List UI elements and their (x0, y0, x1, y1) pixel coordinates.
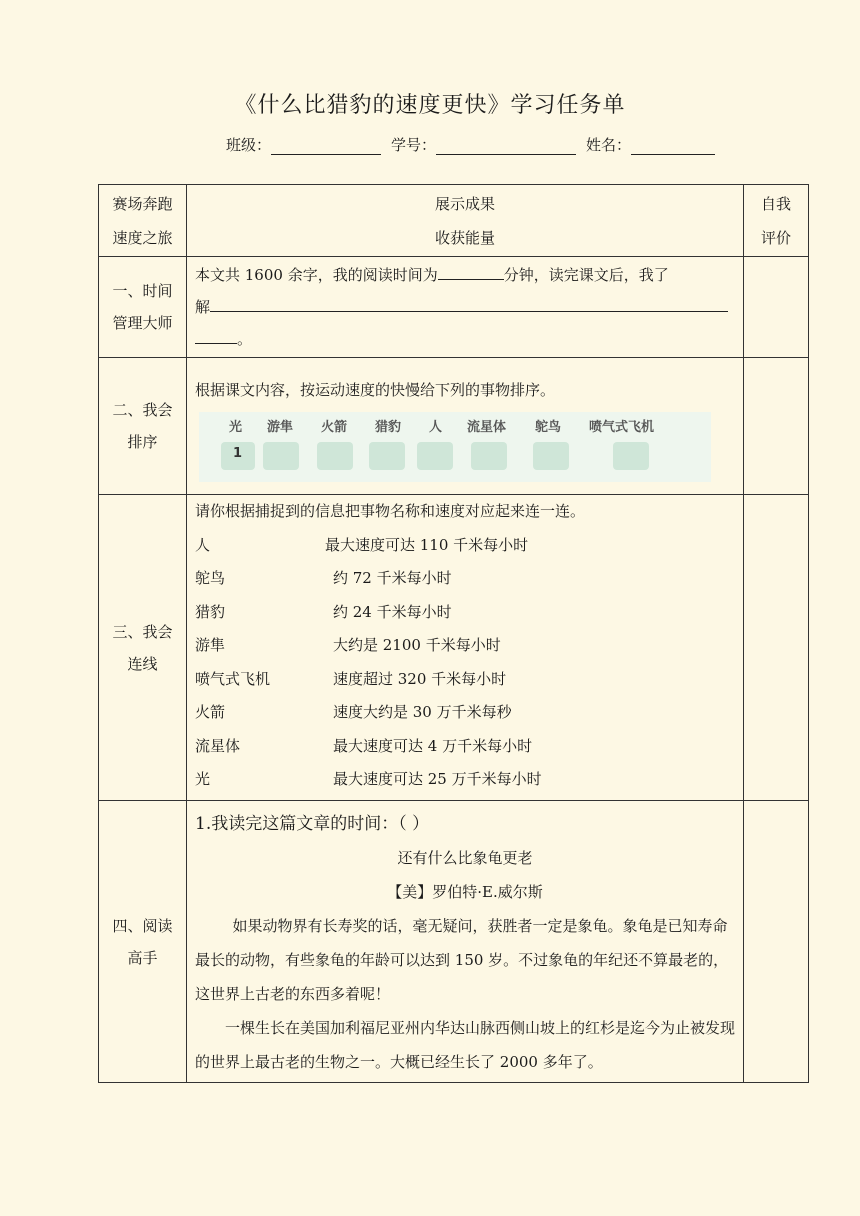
id-label: 学号： (391, 136, 437, 154)
sort-item: 鸵鸟 (535, 420, 562, 435)
sort-answer-box[interactable] (263, 442, 299, 470)
page-title: 《什么比猎豹的速度更快》学习任务单 (234, 93, 626, 118)
self-eval-cell[interactable] (744, 257, 809, 358)
article-title: 还有什么比象龟更老 (397, 849, 533, 867)
header-cell-self-eval: 自我 评价 (744, 185, 809, 257)
self-eval-cell[interactable] (744, 358, 809, 495)
header-cell-results: 展示成果 收获能量 (187, 185, 744, 257)
sort-answer-box[interactable] (533, 442, 569, 470)
table-header-row (99, 185, 809, 257)
row-content-time: 本文共 1600 余字，我的阅读时间为 分钟，读完课文后，我了 解 。 (187, 257, 744, 358)
class-label: 班级： (226, 136, 272, 154)
row-label-reading: 四、阅读 高手 (99, 801, 187, 1083)
match-pair[interactable]: 喷气式飞机 速度超过 320 千米每小时 (195, 669, 507, 688)
understanding-blank[interactable] (210, 293, 728, 312)
sort-item: 喷气式飞机 (589, 420, 655, 435)
article-author: 【美】罗伯特·E.威尔斯 (387, 883, 543, 901)
student-info (226, 134, 715, 155)
sort-item: 猎豹 (375, 420, 402, 435)
sort-first-number: 1 (233, 446, 243, 461)
sort-answer-box[interactable] (317, 442, 353, 470)
sort-item: 人 (429, 420, 443, 435)
match-pair[interactable]: 人 最大速度可达 110 千米每小时 (195, 535, 529, 554)
match-pair[interactable]: 鸵鸟 约 72 千米每小时 (195, 569, 452, 587)
name-blank[interactable] (631, 140, 715, 155)
table-row (99, 358, 809, 495)
table-row (99, 257, 809, 358)
understanding-blank-end[interactable] (195, 325, 237, 344)
id-blank[interactable] (436, 140, 576, 155)
header-cell-stage: 赛场奔跑 速度之旅 (99, 185, 187, 257)
row-content-reading (187, 801, 744, 1083)
self-eval-cell[interactable] (744, 801, 809, 1083)
self-eval-cell[interactable] (744, 495, 809, 801)
row-content-match: 请你根据捕捉到的信息把事物名称和速度对应起来连一连。 人 最大速度可达 110 千米每小时 鸵鸟 约 72 千米每小时 猎豹 约 24 千米每小时 游隼 大约是 2100 千米每小时 喷气式飞机 速度超过 320 千米每小时 火箭 速度大约是 30 万千米每秒 流星体 最大速度可达 4 万千米每小时 光 最大速度可达 25 万千米每小时 (187, 495, 744, 801)
row-label-match: 三、我会 连线 (99, 495, 187, 801)
match-pair[interactable]: 火箭 速度大约是 30 万千米每秒 (195, 703, 512, 721)
article-paragraph: 如果动物界有长寿奖的话，毫无疑问，获胜者一定是象龟。象龟是已知寿命最长的动物，有些象龟的年龄可以达到 150 岁。不过象龟的年纪还不算最老的，这世界上古老的东西多着呢！ (195, 917, 729, 1003)
reading-time-question: 1.我读完这篇文章的时间：（ ） (195, 814, 430, 834)
match-pair[interactable]: 光 最大速度可达 25 万千米每小时 (195, 770, 542, 788)
reading-time-blank[interactable] (438, 261, 504, 280)
sort-answer-box[interactable] (369, 442, 405, 470)
match-pair[interactable]: 猎豹 约 24 千米每小时 (195, 602, 452, 621)
sort-answer-box[interactable] (613, 442, 649, 470)
row-label-sort: 二、我会 排序 (99, 358, 187, 495)
table-row (99, 801, 809, 1083)
name-label: 姓名： (586, 136, 632, 154)
sort-item: 火箭 (321, 420, 348, 435)
class-blank[interactable] (271, 140, 381, 155)
sort-item: 光 (229, 420, 243, 435)
sort-answer-box[interactable] (417, 442, 453, 470)
row-content-sort: 根据课文内容，按运动速度的快慢给下列的事物排序。 光 游隼 火箭 猎豹 人 流星体 鸵鸟 喷气式飞机 1 (187, 358, 744, 495)
match-pair[interactable]: 游隼 大约是 2100 千米每小时 (195, 636, 501, 654)
article-paragraph: 一棵生长在美国加利福尼亚州内华达山脉西侧山坡上的红杉是迄今为止被发现的世界上最古老的生物之一。大概已经生长了 2000 多年了。 (195, 1019, 736, 1071)
sort-item: 流星体 (467, 420, 507, 435)
task-table (98, 184, 809, 1083)
sort-item: 游隼 (267, 420, 294, 435)
sort-image (199, 412, 711, 482)
match-pair[interactable]: 流星体 最大速度可达 4 万千米每小时 (195, 736, 533, 755)
sort-answer-box[interactable] (471, 442, 507, 470)
row-label-time: 一、时间 管理大师 (99, 257, 187, 358)
table-row (99, 495, 809, 801)
